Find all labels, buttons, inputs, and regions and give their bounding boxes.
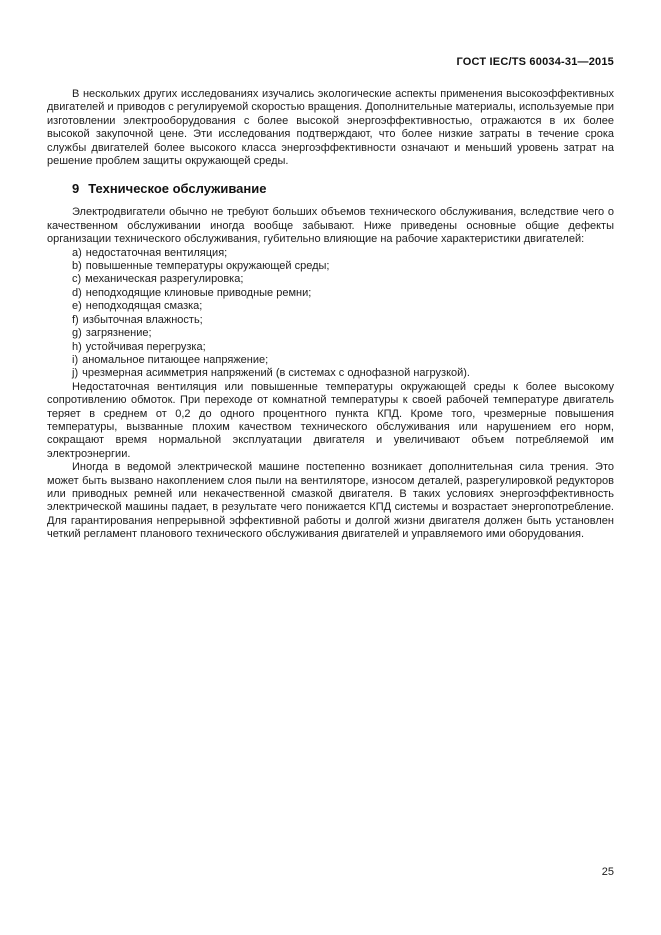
section-number: 9 — [72, 181, 80, 197]
defect-label: c) — [72, 273, 82, 286]
defect-label: i) — [72, 353, 79, 366]
section-title: Техническое обслуживание — [88, 181, 267, 197]
document-content — [47, 88, 614, 542]
defect-item — [47, 260, 614, 273]
section-heading — [72, 181, 614, 197]
defect-text: аномальное питающее напряжение; — [82, 353, 269, 366]
defect-item — [47, 367, 614, 380]
paragraph-ventilation: Недостаточная вентиляция или повышенные температуры окружающей среды к более высокому сопротивлению обмоток. При переходе от комнатной температуры к своей рабочей температуре двигатель теряет в среднем от 0,2 до одного процентного пункта КПД. Кроме того, чрезмерные повышения температуры, вызванные плохим качеством технического обслуживания или нарушением его норм, сокращают время нормальной эксплуатации двигателя и увеличивают объем потребляемой им электроэнергии. — [47, 380, 614, 460]
defect-text: неподходящая смазка; — [85, 300, 203, 313]
defect-label: e) — [72, 300, 82, 313]
defect-label: a) — [72, 246, 82, 259]
page-number: 25 — [601, 866, 614, 878]
defect-text: недостаточная вентиляция; — [85, 246, 228, 259]
defect-text: повышенные температуры окружающей среды; — [85, 260, 330, 273]
defect-label: j) — [72, 367, 79, 380]
defect-text: устойчивая перегрузка; — [85, 340, 206, 353]
defect-text: чрезмерная асимметрия напряжений (в системах с однофазной нагрузкой). — [82, 367, 470, 380]
defect-text: неподходящие клиновые приводные ремни; — [85, 286, 312, 299]
defect-item — [47, 247, 614, 260]
defect-item — [47, 327, 614, 340]
defect-label: f) — [72, 313, 79, 326]
defects-list — [47, 247, 614, 381]
defect-item — [47, 341, 614, 354]
defect-label: b) — [72, 260, 82, 273]
defect-item — [47, 300, 614, 313]
defect-label: g) — [72, 327, 82, 340]
defect-text: загрязнение; — [85, 327, 152, 340]
defect-item — [47, 314, 614, 327]
paragraph-maintenance-intro: Электродвигатели обычно не требуют больших объемов технического обслуживания, вследствие чего о качественном обслуживании иногда вообще забывают. Ниже приведены основные общие дефекты организации технического обслуживания, губительно влияющие на рабочие характеристики двигателей: — [47, 206, 614, 246]
defect-text: избыточная влажность; — [82, 313, 203, 326]
defect-item — [47, 273, 614, 286]
doc-number: ГОСТ IEC/TS 60034-31—2015 — [456, 56, 614, 68]
paragraph-environmental: В нескольких других исследованиях изучались экологические аспекты применения высокоэффективных двигателей и приводов с регулируемой скоростью вращения. Дополнительные материалы, используемые при изготовлении электрооборудования с более высокой энергоэффективностью, отражаются в их более высокой закупочной цене. Эти исследования подтверждают, что более низкие затраты в течение срока службы двигателей более высокого класса энергоэффективности означают и меньший уровень затрат на решение проблем защиты окружающей среды. — [47, 88, 614, 168]
defect-item — [47, 354, 614, 367]
defect-item — [47, 287, 614, 300]
paragraph-friction: Иногда в ведомой электрической машине постепенно возникает дополнительная сила трения. Это может быть вызвано накоплением слоя пыли на вентиляторе, износом деталей, разрегулировкой редукторов или приводных ремней или некачественной смазкой двигателя. В таких условиях энергоэффективность электрической машины падает, в результате чего понижается КПД системы и возрастает энергопотребление. Для гарантирования непрерывной эффективной работы и долгой жизни двигателя должен быть установлен четкий регламент планового технического обслуживания двигателей и управляемого ими оборудования. — [47, 461, 614, 541]
defect-text: механическая разрегулировка; — [85, 273, 244, 286]
defect-label: h) — [72, 340, 82, 353]
defect-label: d) — [72, 286, 82, 299]
